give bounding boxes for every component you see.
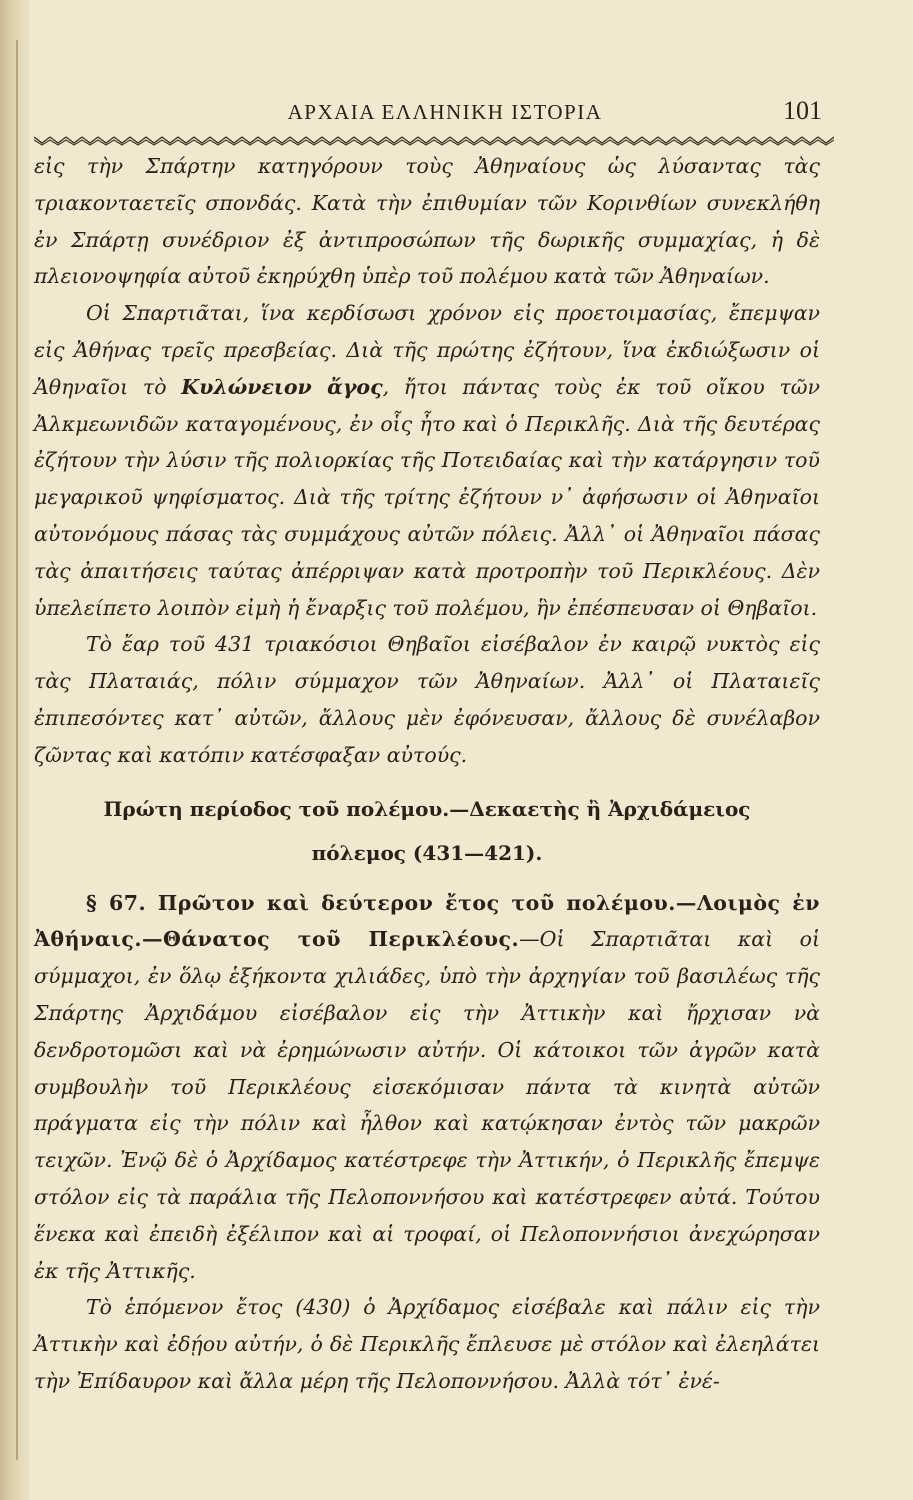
page-number: 101 <box>783 96 822 125</box>
period-heading-line-1: Πρώτη περίοδος τοῦ πολέμου.—Δεκαετὴς ἢ Ἀρχιδάμειος <box>103 796 751 821</box>
running-title: ΑΡΧΑΙΑ ΕΛΛΗΝΙΚΗ ΙΣΤΟΡΙΑ <box>287 100 603 124</box>
kylonian-curse-term: Κυλώνειον ἄγος <box>181 374 383 399</box>
paragraph-5: Τὸ ἑπόμενον ἔτος (430) ὁ Ἀρχίδαμος εἰσέβαλε καὶ πάλιν εἰς τὴν Ἀττικὴν καὶ ἐδῄου αὐτήν, ὁ δὲ Περικλῆς ἔπλευσε μὲ στόλον καὶ ἐλεηλάτει τὴν Ἐπίδαυρον καὶ ἄλλα μέρη τῆς Πελοποννήσου. Ἀλλὰ τότ᾽ ἐνέ- <box>34 1295 820 1393</box>
binding-line <box>16 40 18 1460</box>
paragraph-2 <box>34 295 820 626</box>
paragraph-4 <box>34 885 820 1290</box>
page-body <box>34 148 820 1400</box>
book-spine-edge <box>0 0 30 1500</box>
paragraph-2-text-a: Οἱ Σπαρτιᾶται, ἵνα κερδίσωσι χρόνον εἰς προετοιμασίας, ἔπεμψαν εἰς Ἀθήνας τρεῖς πρεσβείας. Διὰ τῆς πρώτης ἐζήτουν, ἵνα ἐκδιώξωσιν οἱ Ἀθηναῖοι τὸ <box>34 301 820 399</box>
section-heading: § 67. Πρῶτον καὶ δεύτερον ἔτος τοῦ πολέμου.—Λοιμὸς ἐν Ἀθήναις.—Θάνατος τοῦ Περικλέους. <box>34 890 820 952</box>
period-heading-line-2: πόλεμος (431—421). <box>311 840 543 865</box>
paragraph-4-text: —Οἱ Σπαρτιᾶται καὶ οἱ σύμμαχοι, ἐν ὅλῳ ἑξήκοντα χιλιάδες, ὑπὸ τὴν ἀρχηγίαν τοῦ βασιλέως τῆς Σπάρτης Ἀρχιδάμου εἰσέβαλον εἰς τὴν Ἀττικὴν καὶ ἤρχισαν νὰ δενδροτομῶσι καὶ νὰ ἐρημώνωσιν αὐτήν. Οἱ κάτοικοι τῶν ἀγρῶν κατὰ συμβουλὴν τοῦ Περικλέους εἰσεκόμισαν πάντα τὰ κινητὰ αὐτῶν πράγματα εἰς τὴν πόλιν καὶ ἦλθον καὶ κατῴκησαν ἐντὸς τῶν μακρῶν τειχῶν. Ἐνῷ δὲ ὁ Ἀρχίδαμος κατέστρεφε τὴν Ἀττικήν, ὁ Περικλῆς ἔπεμψε στόλον εἰς τὰ παράλια τῆς Πελοποννήσου καὶ κατέστρεφεν αὐτά. Τούτου ἕνεκα καὶ ἐπειδὴ ἐξέλιπον καὶ αἱ τροφαί, οἱ Πελοποννήσιοι ἀνεχώρησαν ἐκ τῆς Ἀττικῆς. <box>34 927 820 1283</box>
paragraph-1: εἰς τὴν Σπάρτην κατηγόρουν τοὺς Ἀθηναίους ὡς λύσαντας τὰς τριακονταετεῖς σπονδάς. Κατὰ τὴν ἐπιθυμίαν τῶν Κορινθίων συνεκλήθη ἐν Σπάρτῃ συνέδριον ἐξ ἀντιπροσώπων τῆς δωρικῆς συμμαχίας, ἡ δὲ πλειονοψηφία αὐτοῦ ἐκηρύχθη ὑπὲρ τοῦ πολέμου κατὰ τῶν Ἀθηναίων. <box>34 154 820 289</box>
paragraph-3: Τὸ ἔαρ τοῦ 431 τριακόσιοι Θηβαῖοι εἰσέβαλον ἐν καιρῷ νυκτὸς εἰς τὰς Πλαταιάς, πόλιν σύμμαχον τῶν Ἀθηναίων. Ἀλλ᾽ οἱ Πλαταιεῖς ἐπιπεσόντες κατ᾽ αὐτῶν, ἄλλους μὲν ἐφόνευσαν, ἄλλους δὲ συνέλαβον ζῶντας καὶ κατόπιν κατέσφαξαν αὐτούς. <box>34 632 820 767</box>
period-heading <box>34 787 820 875</box>
paragraph-2-text-b: , ἤτοι πάντας τοὺς ἐκ τοῦ οἴκου τῶν Ἀλκμεωνιδῶν καταγομένους, ἐν οἷς ἦτο καὶ ὁ Περικλῆς. Διὰ τῆς δευτέρας ἐζήτουν τὴν λύσιν τῆς πολιορκίας τῆς Ποτειδαίας καὶ τὴν κατάργησιν τοῦ μεγαρικοῦ ψηφίσματος. Διὰ τῆς τρίτης ἐζήτουν ν᾽ ἀφήσωσιν οἱ Ἀθηναῖοι αὐτονόμους πάσας τὰς συμμάχους αὐτῶν πόλεις. Ἀλλ᾽ οἱ Ἀθηναῖοι πάσας τὰς ἀπαιτήσεις ταύτας ἀπέρριψαν κατὰ προτροπὴν τοῦ Περικλέους. Δὲν ὑπελείπετο λοιπὸν εἰμὴ ἡ ἔναρξις τοῦ πολέμου, ἣν ἐπέσπευσαν οἱ Θηβαῖοι. <box>34 374 820 620</box>
